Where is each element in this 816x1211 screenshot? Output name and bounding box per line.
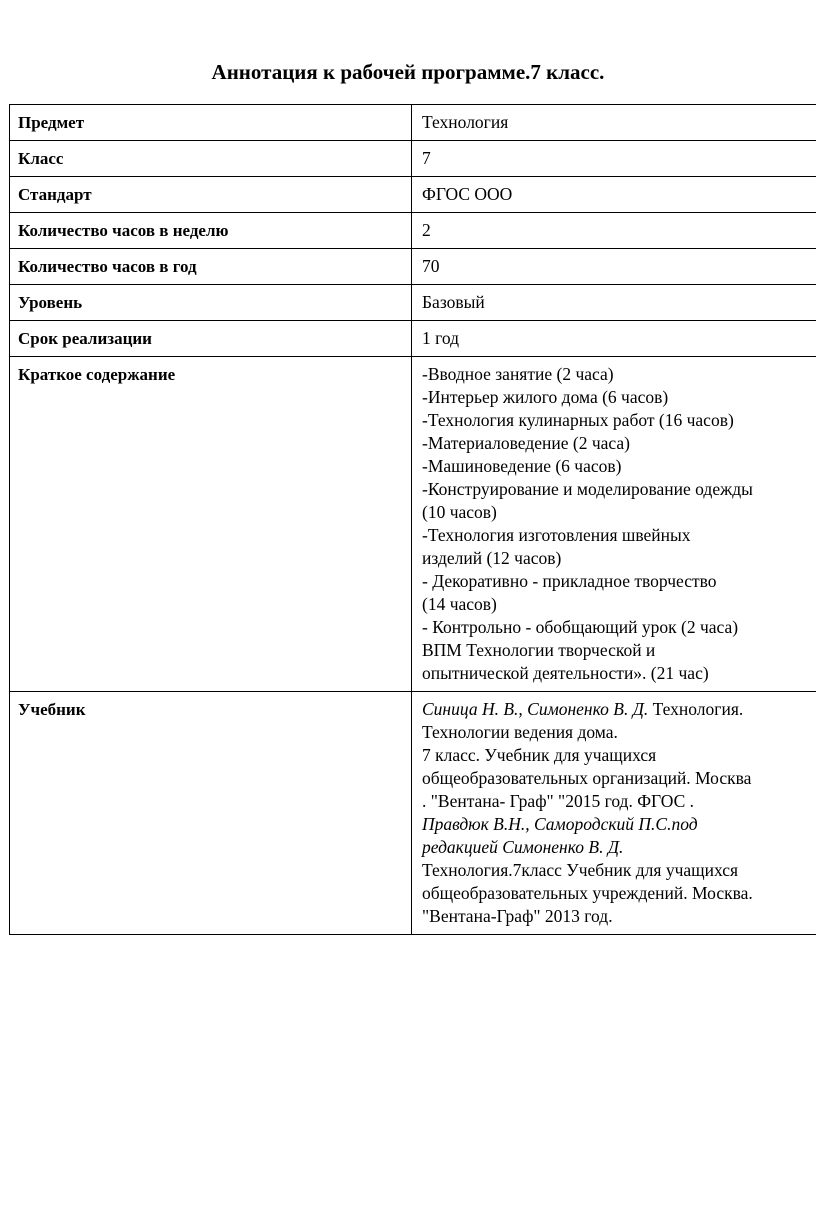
content-line: -Конструирование и моделирование одежды — [422, 479, 753, 499]
row-label-hours-year: Количество часов в год — [10, 249, 412, 285]
row-value-standard: ФГОС ООО — [412, 177, 816, 213]
row-value-level: Базовый — [412, 285, 816, 321]
row-value-subject: Технология — [412, 105, 816, 141]
textbook-line: Технологии ведения дома. — [422, 722, 618, 742]
row-label-textbook: Учебник — [10, 692, 412, 935]
row-label-class: Класс — [10, 141, 412, 177]
table-row — [10, 321, 816, 357]
annotation-table — [9, 104, 816, 935]
content-line: изделий (12 часов) — [422, 548, 562, 568]
book1-authors: Синица Н. В., Симоненко В. Д. — [422, 699, 649, 719]
row-label-level: Уровень — [10, 285, 412, 321]
textbook-line: общеобразовательных организаций. Москва — [422, 768, 752, 788]
book2-authors: редакцией Симоненко В. Д. — [422, 837, 624, 857]
row-label-term: Срок реализации — [10, 321, 412, 357]
textbook-line — [422, 698, 810, 721]
row-value-hours-year: 70 — [412, 249, 816, 285]
content-line: - Контрольно - обобщающий урок (2 часа) — [422, 617, 739, 637]
row-value-hours-week: 2 — [412, 213, 816, 249]
row-value-textbook — [412, 692, 816, 935]
textbook-line: 7 класс. Учебник для учащихся — [422, 745, 657, 765]
book2-authors: Правдюк В.Н., Самородский П.С.под — [422, 814, 698, 834]
row-value-class: 7 — [412, 141, 816, 177]
content-line: ВПМ Технологии творческой и — [422, 640, 656, 660]
table-row — [10, 285, 816, 321]
content-line: опытнической деятельности». (21 час) — [422, 663, 709, 683]
table-row — [10, 213, 816, 249]
textbook-line: Технология.7класс Учебник для учащихся — [422, 860, 739, 880]
table-row — [10, 357, 816, 692]
content-line: -Машиноведение (6 часов) — [422, 456, 622, 476]
table-row — [10, 177, 816, 213]
content-line: -Интерьер жилого дома (6 часов) — [422, 387, 669, 407]
book1-title-start: Технология. — [648, 699, 744, 719]
content-line: (10 часов) — [422, 502, 497, 522]
row-label-hours-week: Количество часов в неделю — [10, 213, 412, 249]
table-row — [10, 249, 816, 285]
content-line: -Технология кулинарных работ (16 часов) — [422, 410, 734, 430]
page-title: Аннотация к рабочей программе.7 класс. — [211, 60, 605, 84]
table-row — [10, 141, 816, 177]
content-line: - Декоративно - прикладное творчество — [422, 571, 717, 591]
row-value-content — [412, 357, 816, 692]
content-line: -Технология изготовления швейных — [422, 525, 691, 545]
row-value-term: 1 год — [412, 321, 816, 357]
row-label-content: Краткое содержание — [10, 357, 412, 692]
table-row — [10, 692, 816, 935]
textbook-line: общеобразовательных учреждений. Москва. — [422, 883, 753, 903]
content-line: -Материаловедение (2 часа) — [422, 433, 630, 453]
content-line: (14 часов) — [422, 594, 497, 614]
row-label-subject: Предмет — [10, 105, 412, 141]
textbook-line: "Вентана-Граф" 2013 год. — [422, 906, 613, 926]
table-row — [10, 105, 816, 141]
textbook-line: . "Вентана- Граф" "2015 год. ФГОС . — [422, 791, 694, 811]
content-line: -Вводное занятие (2 часа) — [422, 364, 614, 384]
row-label-standard: Стандарт — [10, 177, 412, 213]
